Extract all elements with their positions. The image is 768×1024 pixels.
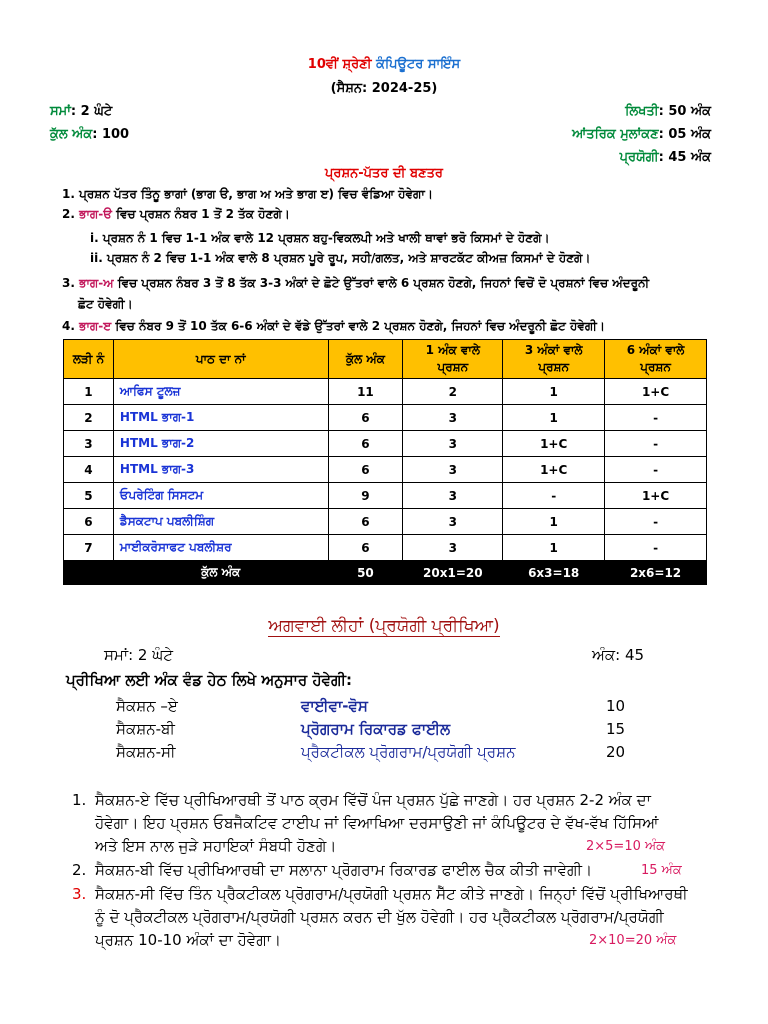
- cell-serial: 2: [64, 405, 114, 431]
- line3-num: 3.: [62, 276, 80, 290]
- table-row: [64, 405, 707, 431]
- point-3-line-3: ਪ੍ਰਸ਼ਨ 10-10 ਅੰਕਾਂ ਦਾ ਹੋਵੇਗਾ।: [95, 931, 282, 949]
- total-3-mark: 6x3=18: [503, 561, 605, 585]
- cell-6-mark: -: [605, 535, 707, 561]
- total-label: ਕੁੱਲ ਅੰਕ: [113, 561, 328, 585]
- cell-total: 6: [328, 535, 403, 561]
- total-label: ਕੁੱਲ ਅੰਕ: [50, 127, 93, 142]
- cell-lesson: HTML ਭਾਗ-1: [113, 405, 328, 431]
- total-info: [50, 127, 129, 142]
- cell-6-mark: -: [605, 431, 707, 457]
- table-row: [64, 457, 707, 483]
- part-a-label: ਭਾਗ-ੳ: [79, 207, 112, 221]
- structure-line-4: [62, 319, 605, 334]
- cell-serial: 1: [64, 379, 114, 405]
- internal-value: : 05 ਅੰਕ: [658, 127, 711, 142]
- point-2-line-1: ਸੈਕਸ਼ਨ-ਬੀ ਵਿੱਚ ਪ੍ਰੀਖਿਆਰਥੀ ਦਾ ਸਲਾਨਾ ਪ੍ਰੋਗਰਾਮ ਰਿਕਾਰਡ ਫਾਈਲ ਚੈਕ ਕੀਤੀ ਜਾਵੇਗੀ।: [95, 861, 593, 879]
- header-serial: ਲੜੀ ਨੰ: [64, 340, 114, 379]
- table-row: [64, 483, 707, 509]
- point-2-marks: 15 ਅੰਕ: [641, 863, 682, 878]
- cell-serial: 4: [64, 457, 114, 483]
- part-b-label: ਭਾਗ-ਅ: [79, 276, 114, 290]
- header-6-mark-sub: ਪ੍ਰਸ਼ਨ: [640, 360, 671, 374]
- cell-1-mark: 3: [403, 405, 503, 431]
- header-lesson: ਪਾਠ ਦਾ ਨਾਂ: [113, 340, 328, 379]
- written-info: [625, 104, 711, 119]
- point-1-line-3: ਅਤੇ ਇਸ ਨਾਲ ਜੁੜੇ ਸਹਾਇਕਾਂ ਸੰਬਧੀ ਹੋਣਗੇ।: [95, 837, 337, 855]
- table-row: [64, 509, 707, 535]
- cell-3-mark: 1: [503, 535, 605, 561]
- total-6-mark: 2x6=12: [605, 561, 707, 585]
- header-1-mark-top: 1 ਅੰਕ ਵਾਲੇ: [425, 343, 480, 357]
- internal-label: ਆਂਤਰਿਕ ਮੁਲਾਂਕਣ: [572, 127, 659, 142]
- cell-1-mark: 2: [403, 379, 503, 405]
- practical-time: ਸਮਾਂ: 2 ਘੰਟੇ: [104, 646, 174, 664]
- cell-total: 6: [328, 405, 403, 431]
- header-1-mark-sub: ਪ੍ਰਸ਼ਨ: [437, 360, 469, 374]
- title-class: 10ਵੀਂ ਸ਼੍ਰੇਣੀ: [307, 57, 372, 72]
- section-b-name: ਸੈਕਸ਼ਨ-ਬੀ: [116, 720, 175, 738]
- cell-total: 9: [328, 483, 403, 509]
- line2-num: 2.: [62, 207, 80, 221]
- section-a-marks: 10: [606, 697, 626, 715]
- practical-label: ਪ੍ਰਯੋਗੀ: [619, 150, 659, 165]
- table-row: [64, 535, 707, 561]
- practical-title: [0, 616, 768, 636]
- structure-line-3-cont: ਛੋਟ ਹੋਵੇਗੀ।: [78, 297, 133, 311]
- structure-line-2-i: i. ਪ੍ਰਸ਼ਨ ਨੰ 1 ਵਿਚ 1-1 ਅੰਕ ਵਾਲੇ 12 ਪ੍ਰਸ਼ਨ ਬਹੁ-ਵਿਕਲਪੀ ਅਤੇ ਖਾਲੀ ਥਾਵਾਂ ਭਰੋ ਕਿਸਮਾਂ ਦੇ ਹੋਣਗੇ।: [90, 231, 550, 245]
- cell-3-mark: 1+C: [503, 431, 605, 457]
- practical-info: [620, 150, 711, 165]
- section-b-desc: ਪ੍ਰੋਗਰਾਮ ਰਿਕਾਰਡ ਫਾਈਲ: [301, 720, 451, 738]
- practical-title-text: ਅਗਵਾਈ ਲੀਹਾਂ (ਪ੍ਰਯੋਗੀ ਪ੍ਰੀਖਿਆ): [268, 616, 500, 636]
- time-info: [50, 104, 112, 119]
- section-c-marks: 20: [606, 743, 626, 761]
- header-1-mark: [403, 340, 503, 379]
- cell-serial: 3: [64, 431, 114, 457]
- point-1-num: 1.: [72, 791, 87, 809]
- cell-lesson: ਓਪਰੇਟਿੰਗ ਸਿਸਟਮ: [113, 483, 328, 509]
- practical-intro: ਪ੍ਰੀਖਿਆ ਲਈ ਅੰਕ ਵੰਡ ਹੇਠ ਲਿਖੇ ਅਨੁਸਾਰ ਹੋਵੇਗੀ:: [66, 671, 352, 689]
- title-subject: ਕੰਪਿਊਟਰ ਸਾਇੰਸ: [376, 57, 461, 72]
- cell-total: 6: [328, 431, 403, 457]
- cell-1-mark: 3: [403, 509, 503, 535]
- session-label: (ਸੈਸ਼ਨ: 2024-25): [330, 81, 438, 96]
- point-1-line-1: ਸੈਕਸ਼ਨ-ਏ ਵਿੱਚ ਪ੍ਰੀਖਿਆਰਥੀ ਤੋਂ ਪਾਠ ਕ੍ਰਮ ਵਿੱਚੋਂ ਪੰਜ ਪ੍ਰਸ਼ਨ ਪੁੱਛੇ ਜਾਣਗੇ। ਹਰ ਪ੍ਰਸ਼ਨ 2-2 ਅੰਕ ਦਾ: [95, 791, 651, 809]
- cell-serial: 6: [64, 509, 114, 535]
- structure-line-1: 1. ਪ੍ਰਸ਼ਨ ਪੱਤਰ ਤਿੰਨੂ ਭਾਗਾਂ (ਭਾਗ ੳ, ਭਾਗ ਅ ਅਤੇ ਭਾਗ ੲ) ਵਿਚ ਵੰਡਿਆ ਹੋਵੇਗਾ।: [62, 187, 433, 201]
- line4-rest: ਵਿਚ ਨੰਬਰ 9 ਤੋਂ 10 ਤੱਕ 6-6 ਅੰਕਾਂ ਦੇ ਵੱਡੇ ਉੱਤਰਾਂ ਵਾਲੇ 2 ਪ੍ਰਸ਼ਨ ਹੋਣਗੇ, ਜਿਹਨਾਂ ਵਿਚ ਅੰਦਰੂਨੀ ਛੋਟ ਹੋਵੇਗੀ।: [111, 319, 605, 333]
- cell-1-mark: 3: [403, 483, 503, 509]
- cell-3-mark: 1: [503, 405, 605, 431]
- cell-lesson: ਮਾਈਕਰੋਸਾਫਟ ਪਬਲੀਸ਼ਰ: [113, 535, 328, 561]
- cell-lesson: HTML ਭਾਗ-2: [113, 431, 328, 457]
- structure-line-3: [62, 276, 649, 291]
- table-header-row: [64, 340, 707, 379]
- practical-value: : 45 ਅੰਕ: [658, 150, 711, 165]
- point-3-marks: 2×10=20 ਅੰਕ: [589, 933, 677, 948]
- header-6-mark-top: 6 ਅੰਕਾਂ ਵਾਲੇ: [626, 343, 685, 357]
- point-3-line-1: ਸੈਕਸ਼ਨ-ਸੀ ਵਿੱਚ ਤਿੰਨ ਪ੍ਰੈਕਟੀਕਲ ਪ੍ਰੋਗਰਾਮ/ਪ੍ਰਯੋਗੀ ਪ੍ਰਸ਼ਨ ਸੈੱਟ ਕੀਤੇ ਜਾਣਗੇ। ਜਿਨ੍ਹਾਂ ਵਿੱਚੋਂ ਪ੍ਰੀਖਿਆਰਥੀ: [95, 885, 688, 903]
- total-marks: 50: [328, 561, 403, 585]
- section-b-marks: 15: [606, 720, 626, 738]
- time-label: ਸਮਾਂ: [50, 104, 71, 119]
- marks-table: [63, 339, 707, 585]
- line3-rest: ਵਿਚ ਪ੍ਰਸ਼ਨ ਨੰਬਰ 3 ਤੋਂ 8 ਤੱਕ 3-3 ਅੰਕਾਂ ਦੇ ਛੋਟੇ ਉੱਤਰਾਂ ਵਾਲੇ 6 ਪ੍ਰਸ਼ਨ ਹੋਣਗੇ, ਜਿਹਨਾਂ ਵਿਚੋਂ ਦੋ ਪ੍ਰਸ਼ਨਾਂ ਵਿਚ ਅੰਦਰੂਨੀ: [113, 276, 650, 290]
- structure-line-2-ii: ii. ਪ੍ਰਸ਼ਨ ਨੰ 2 ਵਿਚ 1-1 ਅੰਕ ਵਾਲੇ 8 ਪ੍ਰਸ਼ਨ ਪੂਰੇ ਰੂਪ, ਸਹੀ/ਗਲਤ, ਅਤੇ ਸ਼ਾਰਟਕੱਟ ਕੀਅਜ਼ ਕਿਸਮਾਂ ਦੇ ਹੋਣਗੇ।: [90, 251, 591, 265]
- point-3-line-2: ਨੂੰ ਦੋ ਪ੍ਰੈਕਟੀਕਲ ਪ੍ਰੋਗਰਾਮ/ਪ੍ਰਯੋਗੀ ਪ੍ਰਸ਼ਨ ਕਰਨ ਦੀ ਖੁੱਲ ਹੋਵੇਗੀ। ਹਰ ਪ੍ਰੈਕਟੀਕਲ ਪ੍ਰੋਗਰਾਮ/ਪ੍ਰਯੋਗੀ: [95, 908, 664, 926]
- header-3-mark-sub: ਪ੍ਰਸ਼ਨ: [538, 360, 570, 374]
- header-3-mark: [503, 340, 605, 379]
- cell-total: 6: [328, 457, 403, 483]
- total-1-mark: 20x1=20: [403, 561, 503, 585]
- point-2-num: 2.: [72, 861, 87, 879]
- part-c-label: ਭਾਗ-ੲ: [79, 319, 112, 333]
- written-label: ਲਿਖਤੀ: [625, 104, 659, 119]
- cell-1-mark: 3: [403, 535, 503, 561]
- point-1-line-2: ਹੋਵੇਗਾ। ਇਹ ਪ੍ਰਸ਼ਨ ਓਬਜੈਕਟਿਵ ਟਾਈਪ ਜਾਂ ਵਿਆਖਿਆ ਦਰਸਾਉਣੀ ਜਾਂ ਕੰਪਿਊਟਰ ਦੇ ਵੱਖ-ਵੱਖ ਹਿੱਸਿਆਂ: [95, 814, 659, 832]
- cell-3-mark: -: [503, 483, 605, 509]
- cell-1-mark: 3: [403, 457, 503, 483]
- cell-3-mark: 1: [503, 379, 605, 405]
- total-value: : 100: [92, 127, 130, 142]
- cell-1-mark: 3: [403, 431, 503, 457]
- structure-line-2: [62, 207, 290, 222]
- structure-heading: ਪ੍ਰਸ਼ਨ-ਪੱਤਰ ਦੀ ਬਣਤਰ: [325, 166, 443, 181]
- cell-serial: 5: [64, 483, 114, 509]
- header-6-mark: [605, 340, 707, 379]
- section-c-desc: ਪ੍ਰੈਕਟੀਕਲ ਪ੍ਰੋਗਰਾਮ/ਪ੍ਰਯੋਗੀ ਪ੍ਰਸ਼ਨ: [301, 743, 516, 761]
- time-value: : 2 ਘੰਟੇ: [70, 104, 113, 119]
- line2-rest: ਵਿਚ ਪ੍ਰਸ਼ਨ ਨੰਬਰ 1 ਤੋਂ 2 ਤੱਕ ਹੋਣਗੇ।: [111, 207, 290, 221]
- cell-6-mark: -: [605, 509, 707, 535]
- practical-marks: ਅੰਕ: 45: [592, 646, 645, 664]
- table-row: [64, 379, 707, 405]
- table-total-row: [64, 561, 707, 585]
- cell-3-mark: 1+C: [503, 457, 605, 483]
- point-3-num: 3.: [72, 885, 87, 903]
- header-total: ਕੁੱਲ ਅੰਕ: [328, 340, 403, 379]
- cell-6-mark: 1+C: [605, 379, 707, 405]
- cell-3-mark: 1: [503, 509, 605, 535]
- cell-6-mark: -: [605, 457, 707, 483]
- cell-lesson: ਆਫਿਸ ਟੂਲਜ਼: [113, 379, 328, 405]
- cell-lesson: ਡੈਸਕਟਾਪ ਪਬਲੀਸ਼ਿੰਗ: [113, 509, 328, 535]
- cell-lesson: HTML ਭਾਗ-3: [113, 457, 328, 483]
- table-row: [64, 431, 707, 457]
- cell-serial: 7: [64, 535, 114, 561]
- header-3-mark-top: 3 ਅੰਕਾਂ ਵਾਲੇ: [524, 343, 583, 357]
- written-value: : 50 ਅੰਕ: [658, 104, 711, 119]
- total-blank: [64, 561, 114, 585]
- cell-6-mark: -: [605, 405, 707, 431]
- point-1-marks: 2×5=10 ਅੰਕ: [586, 839, 666, 854]
- cell-total: 6: [328, 509, 403, 535]
- cell-total: 11: [328, 379, 403, 405]
- section-a-name: ਸੈਕਸ਼ਨ –ਏ: [116, 697, 178, 715]
- line4-num: 4.: [62, 319, 80, 333]
- page-title: [0, 57, 768, 72]
- cell-6-mark: 1+C: [605, 483, 707, 509]
- internal-info: [572, 127, 711, 142]
- section-c-name: ਸੈਕਸ਼ਨ-ਸੀ: [116, 743, 176, 761]
- section-a-desc: ਵਾਈਵਾ-ਵੋਸ: [301, 697, 368, 715]
